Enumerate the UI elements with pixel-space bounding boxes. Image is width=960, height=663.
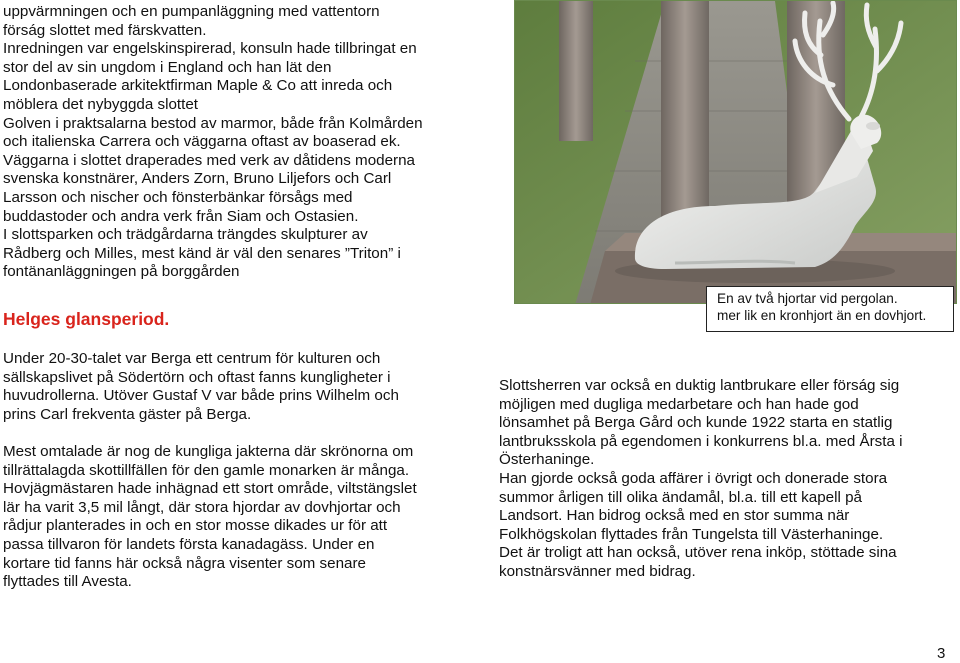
text-line: kortare tid fanns här också några visenter som senare xyxy=(3,554,366,572)
section-heading: Helges glansperiod. xyxy=(3,309,170,329)
text-line: prins Carl frekventa gäster på Berga. xyxy=(3,405,252,423)
text-line: Larsson och nischer och fönsterbänkar försågs med xyxy=(3,188,353,206)
text-line: lär ha varit 3,5 mil långt, där stora hjordar av dovhjortar och xyxy=(3,498,401,516)
text-line: stor del av sin ungdom i England och han lät den xyxy=(3,58,332,76)
text-line: huvudrollerna. Utöver Gustaf V var både prins Wilhelm och xyxy=(3,387,399,405)
text-line: rådjur planterades in och en stor mosse dikades ur för att xyxy=(3,517,388,535)
berga-paragraph xyxy=(3,350,399,424)
text-line: Han gjorde också goda affärer i övrigt och donerade stora xyxy=(499,469,888,487)
text-line: och italienska Carrera och väggarna oftast av boaserad ek. xyxy=(3,133,401,151)
text-line: Hovjägmästaren hade inhägnad ett stort område, viltstängslet xyxy=(3,480,417,498)
text-line: Det är troligt att han också, utöver rena inköp, stöttade sina xyxy=(499,544,897,562)
text-line: Inredningen var engelskinspirerad, konsuln hade tillbringat en xyxy=(3,40,417,58)
estate-paragraph xyxy=(499,377,903,582)
text-line: Landsort. Han bidrog också med en stor summa när xyxy=(499,507,850,525)
text-line: förság slottet med färskvatten. xyxy=(3,21,207,39)
text-line: Slottsherren var också en duktig lantbrukare eller förság sig xyxy=(499,377,900,394)
text-line: buddastoder och andra verk från Siam och Ostasien. xyxy=(3,207,359,225)
text-line: Väggarna i slottet draperades med verk av dåtidens moderna xyxy=(3,151,415,169)
text-line: möjligen med dugliga medarbetare och han hade god xyxy=(499,395,859,413)
text-line: fontänanläggningen på borggården xyxy=(3,263,240,281)
text-line: lönsamhet på Berga Gård och kunde 1922 starta en statlig xyxy=(499,414,893,432)
text-line: konstnärsvänner med bidrag. xyxy=(499,562,696,580)
text-line: Folkhögskolan flyttades från Tungelsta till Västerhaninge. xyxy=(499,525,884,543)
text-line: svenska konstnärer, Anders Zorn, Bruno Liljefors och Carl xyxy=(3,170,392,188)
caption-line: En av två hjortar vid pergolan. xyxy=(717,291,898,306)
text-line: möblera det nybyggda slottet xyxy=(3,95,199,113)
text-line: lantbruksskola på egendomen i konkurrens bl.a. med Årsta i xyxy=(499,432,903,450)
text-line: Mest omtalade är nog de kungliga jakterna där skrönorna om xyxy=(3,443,414,460)
text-line: flyttades till Avesta. xyxy=(3,573,132,591)
text-line: Londonbaserade arkitektfirman Maple & Co att inreda och xyxy=(3,77,393,95)
caption-line: mer lik en kronhjort än en dovhjort. xyxy=(717,308,927,323)
page-number: 3 xyxy=(937,645,946,662)
photo-caption xyxy=(706,286,954,332)
text-line: Golven i praktsalarna bestod av marmor, både från Kolmården xyxy=(3,114,423,132)
intro-paragraph xyxy=(3,3,423,282)
text-line: I slottsparken och trädgårdarna trängdes skulpturer av xyxy=(3,226,368,244)
text-line: Under 20-30-talet var Berga ett centrum för kulturen och xyxy=(3,350,381,367)
text-line: sällskapslivet på Södertörn och oftast fanns kungligheter i xyxy=(3,368,391,386)
hunting-paragraph xyxy=(3,443,417,592)
text-line: summor årligen till olika ändamål, bl.a. till ett kapell på xyxy=(499,488,862,506)
stag-sculpture-photo xyxy=(514,0,957,304)
text-line: tillrättalagda skottillfällen för den gamle monarken är många. xyxy=(3,461,410,479)
text-line: passa tillvaron för landets första kanadagäss. Under en xyxy=(3,535,375,553)
text-line: uppvärmningen och en pumpanläggning med vattentorn xyxy=(3,3,380,20)
text-line: Rådberg och Milles, mest känd är väl den senares ”Triton” i xyxy=(3,244,401,262)
text-line: Österhaninge. xyxy=(499,451,595,469)
